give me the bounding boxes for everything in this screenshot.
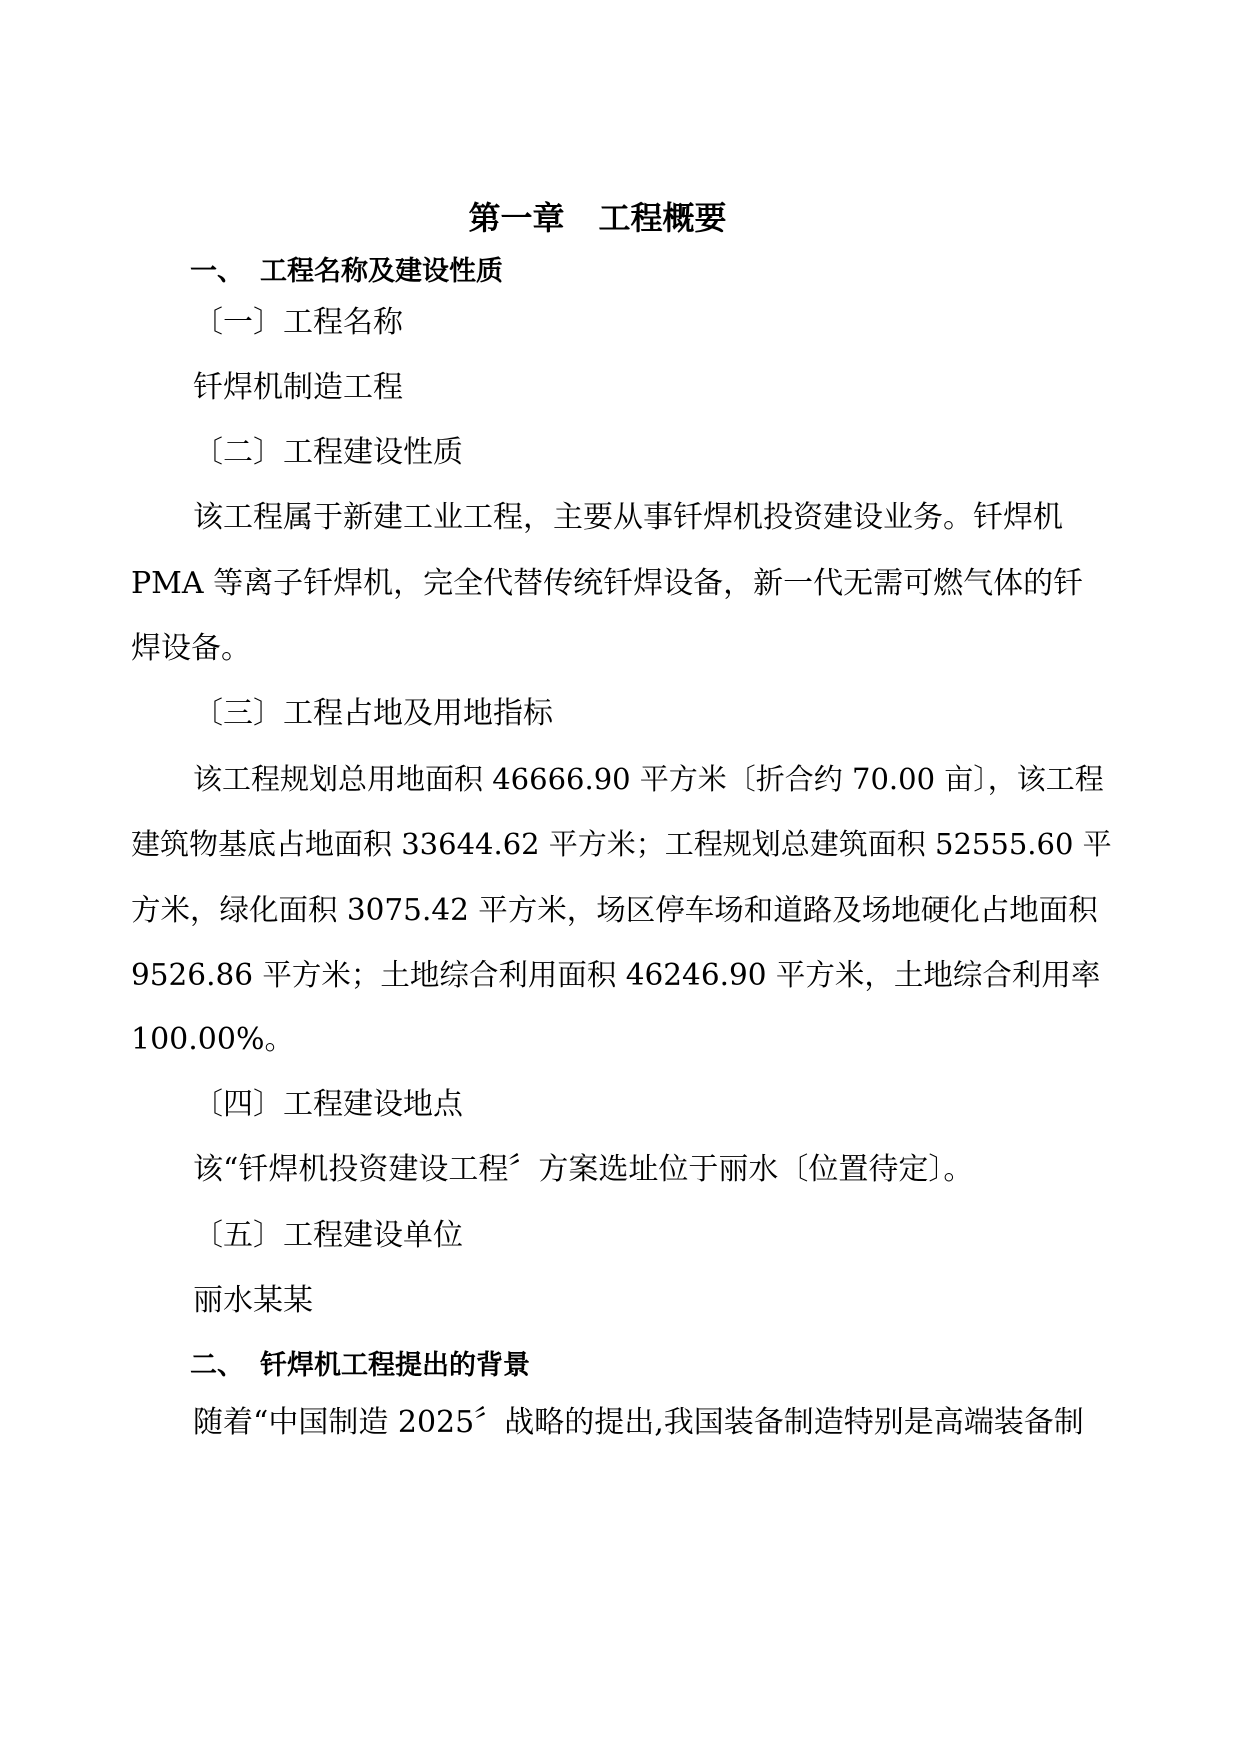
section-number: 一、 [190,256,244,287]
subheading-project-name: 〔一〕工程名称 [193,305,403,340]
section-heading-2 [190,1348,530,1384]
paragraph-line: 建筑物基底占地面积 33644.62 平方米；工程规划总建筑面积 52555.60 平 [131,827,1112,861]
subheading-builder: 〔五〕工程建设单位 [193,1218,463,1253]
chapter-name: 工程概要 [598,199,727,237]
paragraph-line: 该工程属于新建工业工程，主要从事钎焊机投资建设业务。钎焊机 [193,500,1063,535]
section-number: 二、 [190,1350,244,1381]
paragraph-line: 9526.86 平方米；土地综合利用面积 46246.90 平方米，土地综合利用率 [131,958,1101,992]
paragraph-line: 焊设备。 [131,631,251,666]
paragraph-location: 该“钎焊机投资建设工程〞方案选址位于丽水〔位置待定〕。 [193,1152,974,1187]
paragraph-builder: 丽水某某 [193,1283,313,1318]
paragraph-line: PMA 等离子钎焊机，完全代替传统钎焊设备，新一代无需可燃气体的钎 [131,566,1084,601]
paragraph-line: 随着“中国制造 2025〞战略的提出,我国装备制造特别是高端装备制 [193,1405,1084,1440]
paragraph-line: 该工程规划总用地面积 46666.90 平方米〔折合约 70.00 亩〕，该工程 [193,762,1104,796]
paragraph-project-name: 钎焊机制造工程 [193,370,403,405]
chapter-title [0,196,1195,240]
chapter-number: 第一章 [468,199,565,237]
paragraph-line: 方米，绿化面积 3075.42 平方米，场区停车场和道路及场地硬化占地面积 [131,893,1098,927]
subheading-project-nature: 〔二〕工程建设性质 [193,435,463,470]
section-title: 工程名称及建设性质 [260,256,503,287]
section-title: 钎焊机工程提出的背景 [260,1350,530,1381]
subheading-location: 〔四〕工程建设地点 [193,1087,463,1122]
paragraph-line: 100.00%。 [131,1022,295,1057]
subheading-land-use: 〔三〕工程占地及用地指标 [193,696,553,731]
section-heading-1 [190,254,503,290]
